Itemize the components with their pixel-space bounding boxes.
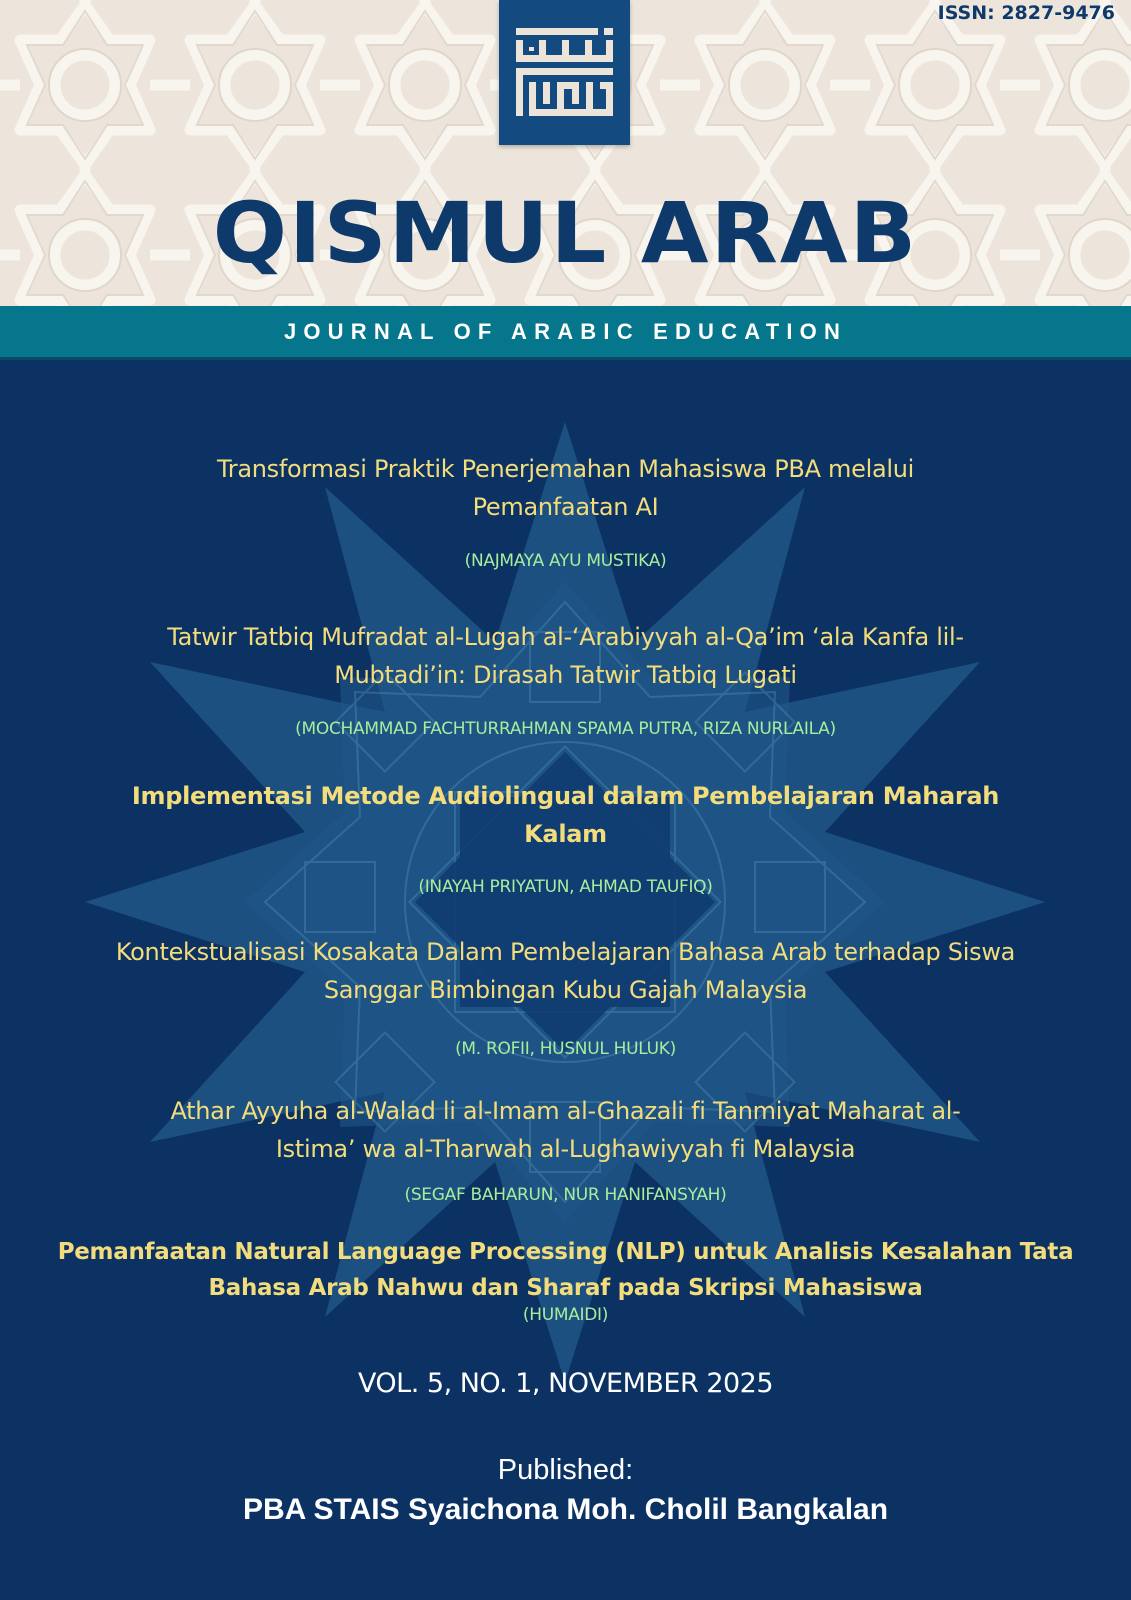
article-5-title-line-2: Istima’ wa al-Tharwah al-Lughawiyyah fi Malaysia — [275, 1135, 856, 1163]
article-6-authors: (HUMAIDI) — [522, 1305, 609, 1325]
article-6-title — [0, 1234, 1131, 1306]
cover-header — [0, 0, 1131, 306]
article-4-authors: (M. ROFII, HUSNUL HULUK) — [455, 1039, 676, 1059]
article-4-title-line-1: Kontekstualisasi Kosakata Dalam Pembelajaran Bahasa Arab terhadap Siswa — [115, 938, 1016, 966]
article-4-title-line-2: Sanggar Bimbingan Kubu Gajah Malaysia — [323, 976, 808, 1004]
article-3-title — [0, 777, 1131, 853]
issn-label: ISSN: 2827-9476 — [937, 2, 1115, 24]
journal-logo — [499, 0, 630, 145]
article-5-authors: (SEGAF BAHARUN, NUR HANIFANSYAH) — [404, 1185, 727, 1205]
volume-issue: VOL. 5, NO. 1, NOVEMBER 2025 — [357, 1368, 774, 1399]
article-2-authors: (MOCHAMMAD FACHTURRAHMAN SPAMA PUTRA, RIZA NURLAILA) — [295, 719, 836, 739]
publisher-name: PBA STAIS Syaichona Moh. Cholil Bangkalan — [242, 1493, 889, 1526]
article-5-title-line-1: Athar Ayyuha al-Walad li al-Imam al-Ghazali fi Tanmiyat Maharat al- — [170, 1097, 961, 1125]
article-3-authors: (INAYAH PRIYATUN, AHMAD TAUFIQ) — [418, 877, 713, 897]
subtitle-band — [0, 306, 1131, 360]
published-label: Published: — [497, 1454, 634, 1486]
article-6-title-line-1: Pemanfaatan Natural Language Processing (NLP) untuk Analisis Kesalahan Tata — [57, 1239, 1074, 1265]
article-4-title — [0, 933, 1131, 1009]
article-1-title-line-1: Transformasi Praktik Penerjemahan Mahasiswa PBA melalui — [216, 455, 915, 483]
kufic-calligraphy-icon — [499, 0, 630, 145]
article-1-title — [0, 450, 1131, 526]
journal-subtitle: JOURNAL OF ARABIC EDUCATION — [283, 319, 848, 344]
article-2-title-line-1: Tatwir Tatbiq Mufradat al-Lugah al-‘Arabiyyah al-Qa’im ‘ala Kanfa lil- — [167, 623, 964, 651]
article-2-title-line-2: Mubtadi’in: Dirasah Tatwir Tatbiq Lugati — [334, 661, 797, 689]
article-3-title-line-2: Kalam — [524, 820, 607, 848]
article-1-title-line-2: Pemanfaatan AI — [472, 493, 659, 521]
article-5-title — [0, 1092, 1131, 1168]
article-1-authors: (NAJMAYA AYU MUSTIKA) — [464, 551, 667, 571]
article-3-title-line-1: Implementasi Metode Audiolingual dalam Pembelajaran Maharah — [131, 782, 1000, 810]
article-2-title — [0, 618, 1131, 694]
table-of-contents — [0, 362, 1131, 1600]
article-6-title-line-2: Bahasa Arab Nahwu dan Sharaf pada Skripsi Mahasiswa — [208, 1275, 923, 1301]
journal-title: QISMUL ARAB — [212, 184, 919, 282]
